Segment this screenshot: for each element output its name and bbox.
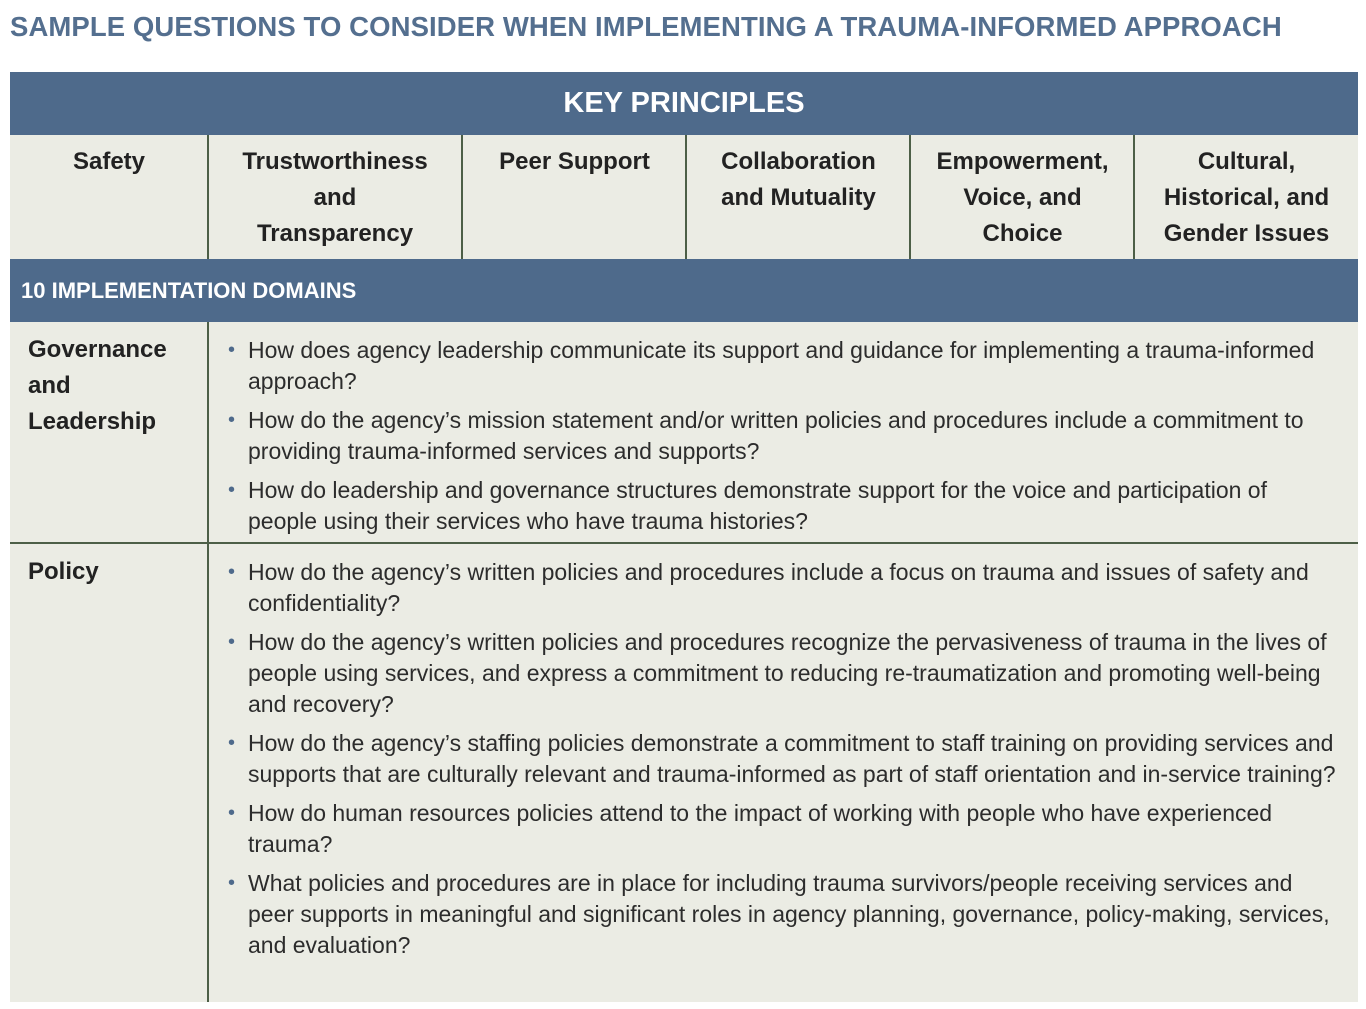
domain-name-line: Leadership <box>28 408 157 435</box>
principle-label: Cultural, <box>1197 148 1296 175</box>
principle-empowerment <box>909 135 1134 259</box>
principle-label: Choice <box>982 220 1063 247</box>
question-item <box>228 335 1338 397</box>
bullet-icon: • <box>228 802 236 824</box>
principle-collaboration <box>685 135 910 259</box>
principle-safety <box>10 135 208 259</box>
question-item <box>228 728 1338 790</box>
question-item <box>228 627 1338 720</box>
principle-label: Gender Issues <box>1163 220 1330 247</box>
question-text: How do leadership and governance structures demonstrate support for the voice and participation of people using their services who have trauma histories? <box>248 477 1267 534</box>
principle-peer-support <box>461 135 686 259</box>
domain-row-governance <box>10 322 1358 543</box>
question-text: How do human resources policies attend to the impact of working with people who have experienced trauma? <box>248 800 1273 857</box>
bullet-icon: • <box>228 732 236 754</box>
question-list <box>228 335 1338 545</box>
principle-trustworthiness <box>207 135 461 259</box>
principle-label: and Mutuality <box>721 184 876 211</box>
bullet-icon: • <box>228 872 236 894</box>
bullet-icon: • <box>228 561 236 583</box>
column-divider <box>207 322 209 543</box>
question-text: How do the agency’s staffing policies demonstrate a commitment to staff training on providing services and supports that are culturally relevant and trauma-informed as part of staff orientation and in-service training? <box>248 730 1336 787</box>
question-list <box>228 557 1338 969</box>
principle-label: Transparency <box>256 220 414 247</box>
bullet-icon: • <box>228 479 236 501</box>
principles-table <box>10 72 1358 1002</box>
domain-name <box>28 554 198 590</box>
question-item <box>228 868 1338 961</box>
question-item <box>228 557 1338 619</box>
bullet-icon: • <box>228 339 236 361</box>
principle-label: and <box>313 184 357 211</box>
principle-label: Historical, and <box>1163 184 1330 211</box>
question-text: How does agency leadership communicate its support and guidance for implementing a trauma-informed approach? <box>248 337 1315 394</box>
question-item <box>228 475 1338 537</box>
domain-name-line: Policy <box>28 558 99 585</box>
domains-header: 10 IMPLEMENTATION DOMAINS <box>10 259 1358 322</box>
column-divider <box>207 544 209 1002</box>
principle-label: Collaboration <box>721 148 876 175</box>
question-item <box>228 798 1338 860</box>
principle-label: Empowerment, <box>936 148 1109 175</box>
domain-name-line: Governance <box>28 336 167 363</box>
domain-name <box>28 332 198 440</box>
bullet-icon: • <box>228 631 236 653</box>
question-text: How do the agency’s written policies and procedures include a focus on trauma and issues of safety and confidentiality? <box>248 559 1309 616</box>
principle-cultural <box>1133 135 1358 259</box>
page-title: SAMPLE QUESTIONS TO CONSIDER WHEN IMPLEMENTING A TRAUMA-INFORMED APPROACH <box>10 11 1282 42</box>
domain-row-policy <box>10 544 1358 1002</box>
question-text: What policies and procedures are in place for including trauma survivors/people receiving services and peer supports in meaningful and significant roles in agency planning, governance, policy-making, services, and evaluation? <box>248 870 1330 958</box>
question-item <box>228 405 1338 467</box>
question-text: How do the agency’s mission statement and/or written policies and procedures include a commitment to providing trauma-informed services and supports? <box>248 407 1304 464</box>
domain-name-line: and <box>28 372 71 399</box>
bullet-icon: • <box>228 409 236 431</box>
principles-row <box>10 135 1358 259</box>
key-principles-header: KEY PRINCIPLES <box>10 72 1358 135</box>
question-text: How do the agency’s written policies and procedures recognize the pervasiveness of trauma in the lives of people using services, and express a commitment to reducing re-traumatization and promoting well-being and recovery? <box>248 629 1327 717</box>
principle-label: Safety <box>72 148 146 175</box>
principle-label: Trustworthiness <box>242 148 428 175</box>
principle-label: Peer Support <box>499 148 650 175</box>
principle-label: Voice, and <box>963 184 1082 211</box>
